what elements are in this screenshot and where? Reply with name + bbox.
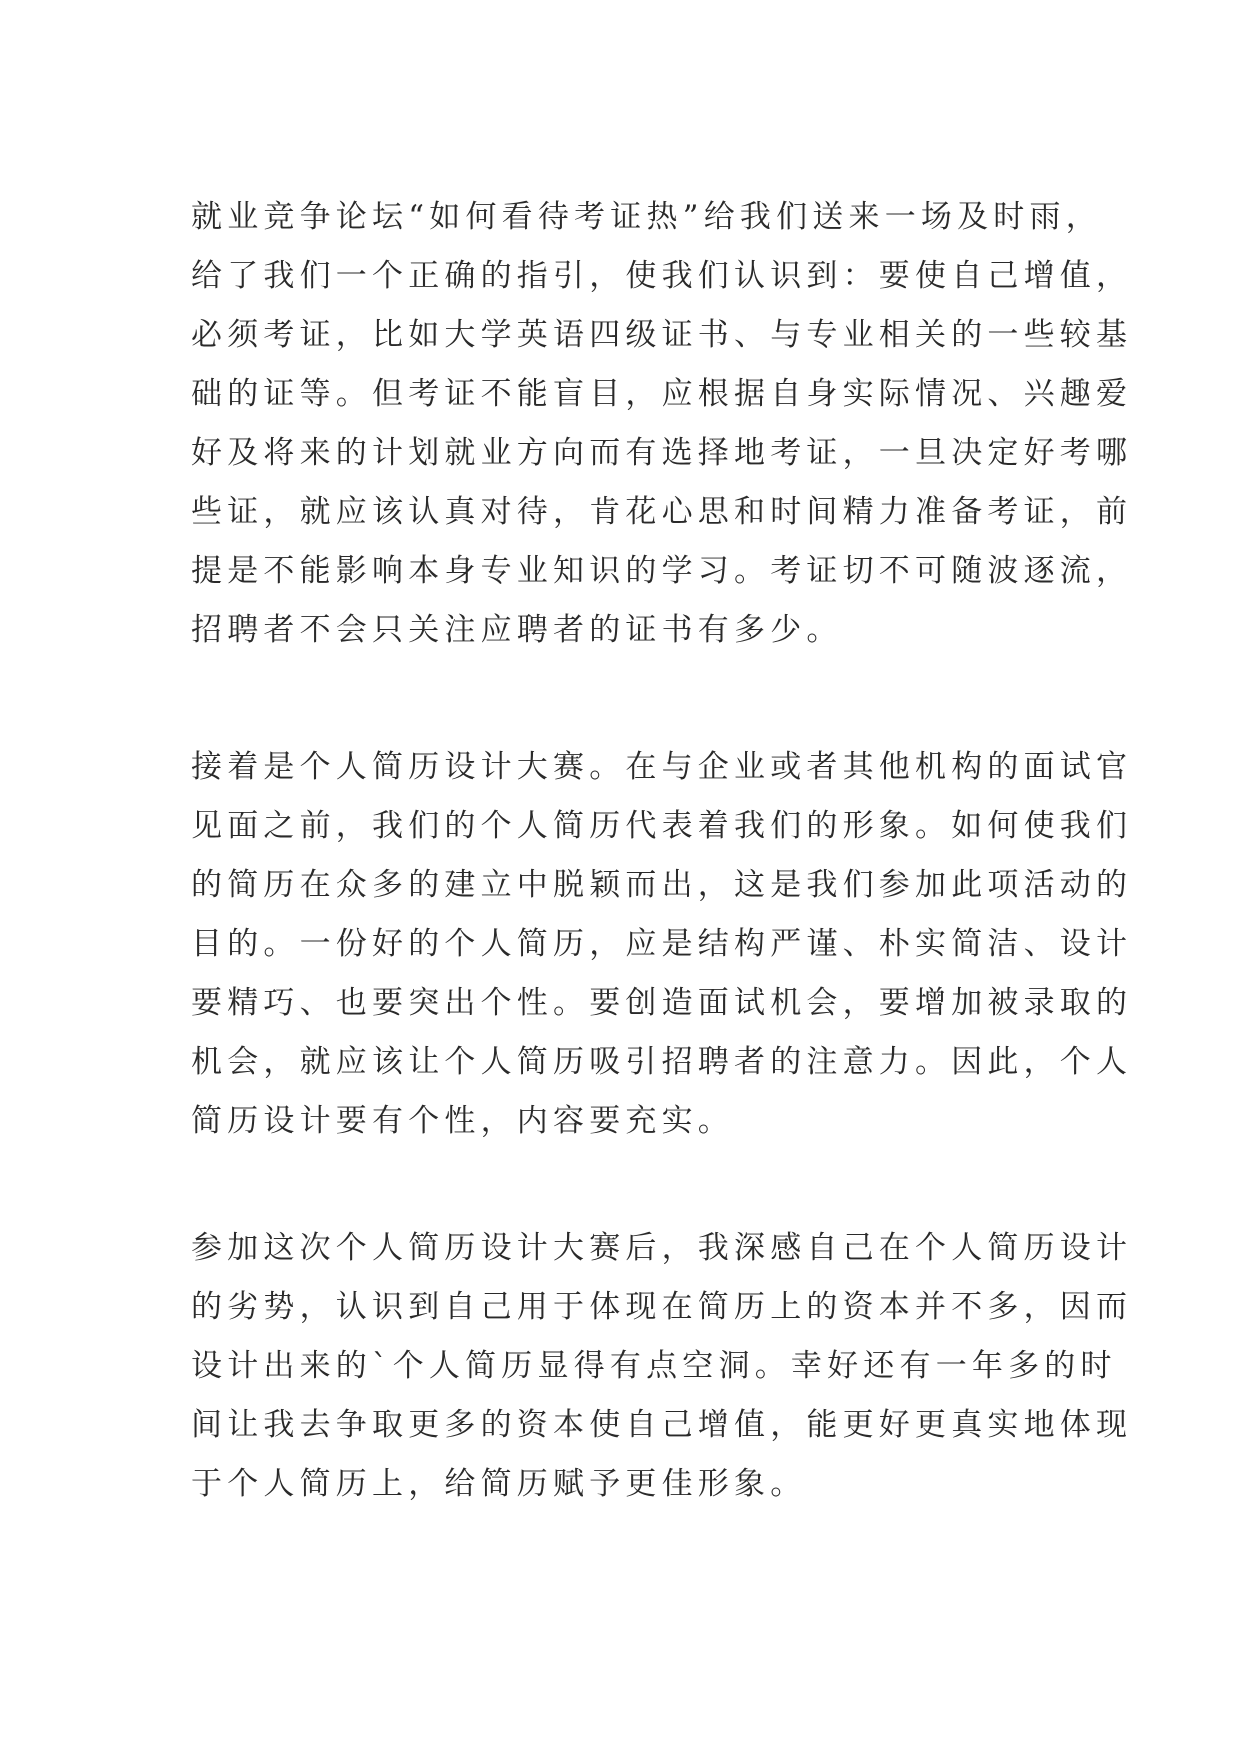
text-line: 间让我去争取更多的资本使自己增值，能更好更真实地体现 [191, 1407, 1133, 1443]
text-line: 设计出来的`个人简历显得有点空洞。幸好还有一年多的时 [191, 1348, 1117, 1384]
text-line: 简历设计要有个性，内容要充实。 [191, 1103, 734, 1139]
text-line: 必须考证，比如大学英语四级证书、与专业相关的一些较基 [191, 317, 1133, 353]
paragraph-exam-certificates [191, 188, 1132, 660]
text-line: 提是不能影响本身专业知识的学习。考证切不可随波逐流， [191, 553, 1133, 589]
text-line: 参加这次个人简历设计大赛后，我深感自己在个人简历设计 [191, 1230, 1133, 1266]
text-line: 础的证等。但考证不能盲目，应根据自身实际情况、兴趣爱 [191, 376, 1133, 412]
text-line: 要精巧、也要突出个性。要创造面试机会，要增加被录取的 [191, 985, 1133, 1021]
text-line: 机会，就应该让个人简历吸引招聘者的注意力。因此，个人 [191, 1044, 1133, 1080]
text-line: 接着是个人简历设计大赛。在与企业或者其他机构的面试官 [191, 749, 1133, 785]
text-line: 的劣势，认识到自己用于体现在简历上的资本并不多，因而 [191, 1289, 1133, 1325]
text-line: 见面之前，我们的个人简历代表着我们的形象。如何使我们 [191, 808, 1133, 844]
text-line: 的简历在众多的建立中脱颖而出，这是我们参加此项活动的 [191, 867, 1133, 903]
text-line: 就业竞争论坛“如何看待考证热”给我们送来一场及时雨， [191, 199, 1102, 235]
paragraph-resume-contest [191, 738, 1132, 1151]
text-line: 招聘者不会只关注应聘者的证书有多少。 [191, 612, 843, 648]
text-line: 些证，就应该认真对待，肯花心思和时间精力准备考证，前 [191, 494, 1133, 530]
text-line: 目的。一份好的个人简历，应是结构严谨、朴实简洁、设计 [191, 926, 1133, 962]
text-line: 给了我们一个正确的指引，使我们认识到：要使自己增值， [191, 258, 1133, 294]
text-line: 好及将来的计划就业方向而有选择地考证，一旦决定好考哪 [191, 435, 1133, 471]
text-line: 于个人简历上，给简历赋予更佳形象。 [191, 1466, 807, 1502]
paragraph-reflection [191, 1219, 1132, 1514]
